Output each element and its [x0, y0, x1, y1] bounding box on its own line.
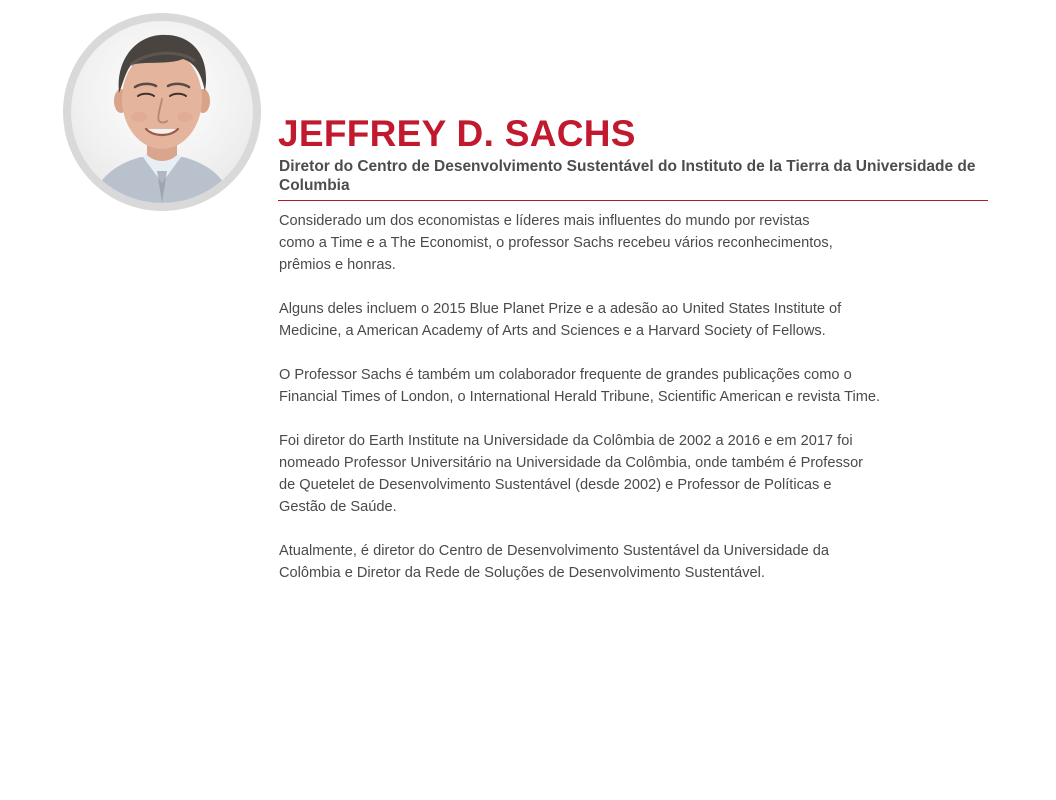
title-divider	[278, 200, 988, 201]
profile-photo-frame	[63, 13, 261, 211]
profile-title	[279, 157, 979, 195]
bio-line: de Quetelet de Desenvolvimento Sustentável (desde 2002) e Professor de Políticas e	[279, 477, 832, 493]
bio-line: Considerado um dos economistas e líderes mais influentes do mundo por revistas	[279, 213, 810, 229]
bio-line: O Professor Sachs é também um colaborador frequente de grandes publicações como o	[279, 367, 852, 383]
bio-line: Atualmente, é diretor do Centro de Desenvolvimento Sustentável da Universidade da	[279, 543, 830, 559]
bio-line: Medicine, a American Academy of Arts and Sciences e a Harvard Society of Fellows.	[279, 323, 826, 339]
bio-line: Financial Times of London, o International Herald Tribune, Scientific American e revista Time.	[279, 389, 881, 405]
bio-paragraph-awards	[279, 298, 979, 342]
bio-line: prêmios e honras.	[279, 257, 396, 273]
bio-line: Alguns deles incluem o 2015 Blue Planet Prize e a adesão ao United States Institute of	[279, 301, 842, 317]
bio-paragraph-recognition	[279, 210, 979, 276]
profile-photo	[71, 21, 253, 203]
profile-name: JEFFREY D. SACHS	[278, 113, 636, 154]
bio-line: como a Time e a The Economist, o professor Sachs recebeu vários reconhecimentos,	[279, 235, 833, 251]
profile-title-line: Universidade de Columbia	[279, 158, 976, 194]
bio-line: Colômbia e Diretor da Rede de Soluções de Desenvolvimento Sustentável.	[279, 565, 765, 581]
bio-paragraph-current-role	[279, 540, 979, 584]
bio-line: Gestão de Saúde.	[279, 499, 397, 515]
bio-line: Foi diretor do Earth Institute na Universidade da Colômbia de 2002 a 2016 e em 2017 foi	[279, 433, 853, 449]
bio-line: nomeado Professor Universitário na Universidade da Colômbia, onde também é Professor	[279, 455, 864, 471]
bio-paragraph-career	[279, 430, 979, 518]
profile-title-line: Diretor do Centro de Desenvolvimento Sustentável do Instituto de la Tierra da	[279, 158, 852, 175]
bio-paragraph-publications	[279, 364, 979, 408]
biography	[279, 210, 979, 606]
portrait-icon	[71, 21, 253, 203]
